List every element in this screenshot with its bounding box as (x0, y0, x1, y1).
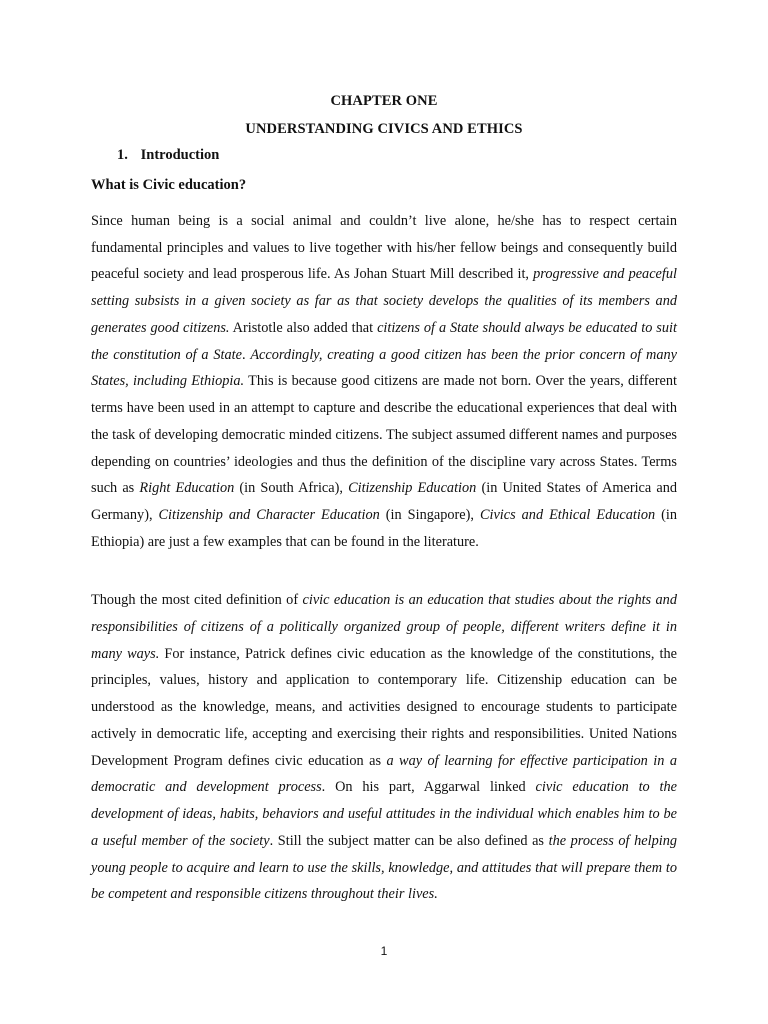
chapter-heading: CHAPTER ONE (330, 93, 438, 109)
p1-italic-3: Accordingly, creating a good citizen has been the prior concern of many States, including Ethiopia. (91, 346, 678, 390)
p2-italic-1: civic education is an education that studies about the rights and responsibilities of citizens of a politically organized group of people, different writers define it in many ways. (91, 592, 677, 662)
p1-text-2: Aristotle also added that (229, 319, 378, 336)
p1-italic-4: Right Education (139, 480, 235, 497)
p1-italic-7: Civics and Ethical Education (479, 507, 656, 523)
paragraph-2 (91, 587, 677, 908)
p1-text-7: (in Singapore), (379, 507, 480, 523)
question-heading: What is Civic education? (91, 177, 247, 193)
p1-italic-5: Citizenship Education (348, 480, 477, 497)
p1-italic-1: progressive and peaceful setting subsists in a given society as far as that society develops the qualities of its members and generates good citizens. (91, 266, 677, 336)
p1-text-8: (in Ethiopia) are just a few examples that can be found in the literature. (91, 507, 677, 550)
section-title: Introduction (140, 147, 220, 163)
p1-italic-2: citizens of a State should always be educated to suit the constitution of a State (91, 319, 677, 363)
p1-text-3: . (241, 346, 251, 363)
page-number: 1 (380, 944, 388, 958)
p1-text-4: This is because good citizens are made not born. Over the years, different terms have been used in an attempt to capture and describe the educational experiences that deal with the task of developing democratic minded citizens. The subject assumed different names and purposes depending on countries’ ideologies and thus the definition of the discipline vary across States. Terms such as (91, 373, 677, 497)
p2-text-1: Though the most cited definition of (91, 592, 303, 608)
p1-italic-6: Citizenship and Character Education (158, 507, 380, 523)
section-heading (117, 147, 219, 164)
p2-italic-3: civic education to the development of ideas, habits, behaviors and useful attitudes in the individual which enables him to be a useful member of the society (91, 779, 678, 849)
section-number: 1. (117, 147, 128, 163)
p2-italic-4: the process of helping young people to acquire and learn to use the skills, knowledge, and attitudes that will prepare them to be competent and responsible citizens throughout their lives. (91, 832, 677, 903)
p2-italic-2: a way of learning for effective participation in a democratic and development process (91, 752, 677, 796)
p2-text-2: For instance, Patrick defines civic education as the knowledge of the constitutions, the principles, values, history and application to contemporary life. Citizenship education can be understood as the knowledge, means, and activities designed to encourage students to participate actively in democratic life, accepting and exercising their rights and responsibilities. United Nations Development Program defines civic education as (91, 645, 678, 769)
p1-text-1: Since human being is a social animal and couldn’t live alone, he/she has to respect certain fundamental principles and values to live together with his/her fellow beings and consequently build peaceful society and lead prosperous life. As Johan Stuart Mill described it, (91, 212, 677, 283)
p2-text-3: . On his part, Aggarwal linked (321, 779, 536, 796)
p2-text-4: . Still the subject matter can be also defined as (269, 832, 549, 849)
paragraph-1 (91, 172, 677, 556)
p1-text-5: (in South Africa), (234, 480, 349, 497)
chapter-title: UNDERSTANDING CIVICS AND ETHICS (245, 121, 523, 137)
p1-text-6: (in United States of America and Germany), (91, 480, 678, 523)
